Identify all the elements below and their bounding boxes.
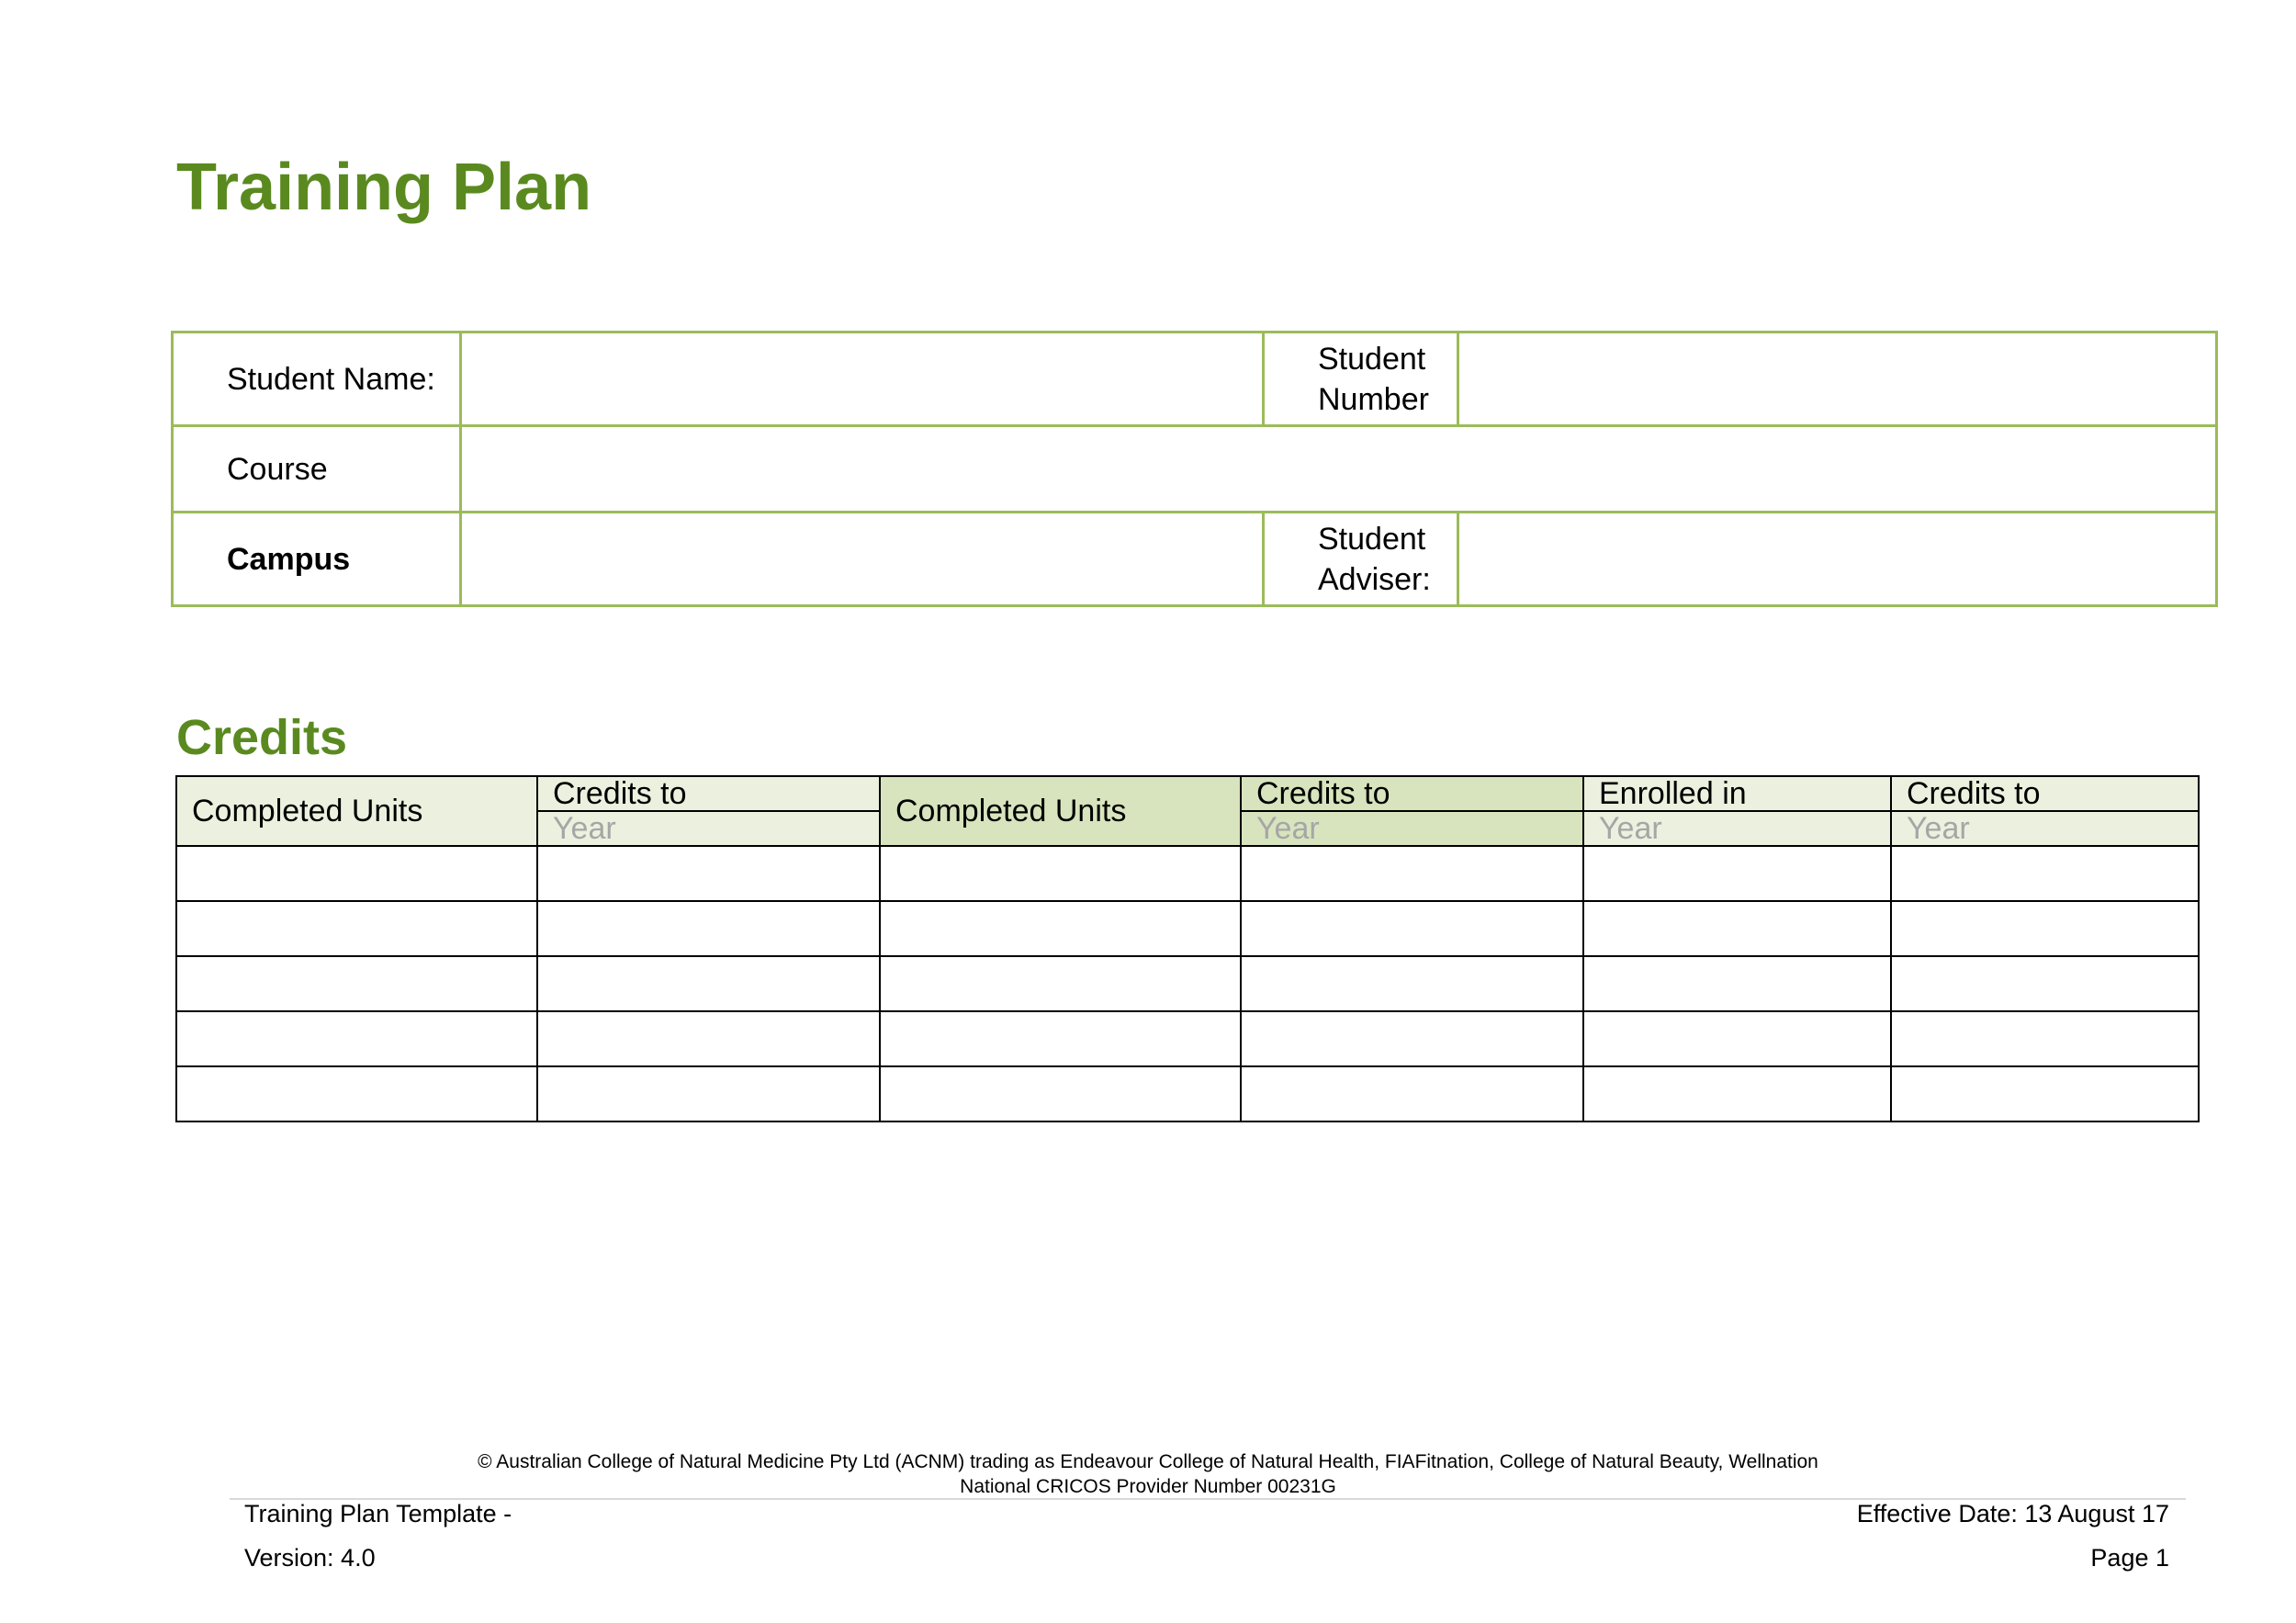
student-number-label-line2: Number (1318, 381, 1429, 417)
table-cell[interactable] (880, 901, 1241, 956)
header-credits-to-1: Credits to (537, 776, 880, 811)
campus-label: Campus (173, 513, 461, 606)
student-number-label (1264, 332, 1458, 426)
header-enrolled-in: Enrolled in (1583, 776, 1891, 811)
table-cell[interactable] (176, 956, 537, 1011)
table-cell[interactable] (880, 846, 1241, 901)
table-cell[interactable] (537, 956, 880, 1011)
table-cell[interactable] (1583, 956, 1891, 1011)
student-number-label-line1: Student (1318, 341, 1426, 377)
table-row (176, 1011, 2199, 1066)
table-cell[interactable] (176, 1066, 537, 1121)
copyright-notice (0, 1449, 2296, 1499)
credits-section-title: Credits (176, 710, 348, 765)
table-cell[interactable] (1891, 1066, 2199, 1121)
header-year-field-2[interactable]: Year (1241, 811, 1583, 846)
table-cell[interactable] (880, 956, 1241, 1011)
header-credits-to-3: Credits to (1891, 776, 2199, 811)
table-cell[interactable] (880, 1011, 1241, 1066)
student-name-field[interactable] (461, 332, 1264, 426)
course-field[interactable] (461, 426, 2217, 513)
table-cell[interactable] (880, 1066, 1241, 1121)
table-cell[interactable] (1891, 956, 2199, 1011)
campus-field[interactable] (461, 513, 1264, 606)
student-number-field[interactable] (1458, 332, 2217, 426)
table-cell[interactable] (1891, 846, 2199, 901)
table-row (176, 956, 2199, 1011)
table-cell[interactable] (1583, 1066, 1891, 1121)
table-cell[interactable] (537, 846, 880, 901)
table-cell[interactable] (1241, 846, 1583, 901)
table-cell[interactable] (1891, 901, 2199, 956)
footer-template-name: Training Plan Template - (244, 1500, 512, 1527)
table-row (176, 901, 2199, 956)
table-cell[interactable] (1241, 901, 1583, 956)
table-cell[interactable] (1241, 1066, 1583, 1121)
header-credits-to-2: Credits to (1241, 776, 1583, 811)
table-cell[interactable] (176, 901, 537, 956)
table-cell[interactable] (537, 1066, 880, 1121)
table-cell[interactable] (176, 846, 537, 901)
table-cell[interactable] (1583, 901, 1891, 956)
footer-page-number: Page 1 (2090, 1544, 2169, 1572)
student-adviser-field[interactable] (1458, 513, 2217, 606)
student-adviser-label-line2: Adviser: (1318, 561, 1431, 597)
header-year-field-3[interactable]: Year (1583, 811, 1891, 846)
table-cell[interactable] (176, 1011, 537, 1066)
student-adviser-label-line1: Student (1318, 521, 1426, 557)
table-cell[interactable] (1583, 1011, 1891, 1066)
footer-effective-date: Effective Date: 13 August 17 (1856, 1500, 2169, 1527)
table-cell[interactable] (537, 901, 880, 956)
credits-table (175, 775, 2200, 1122)
table-cell[interactable] (1891, 1011, 2199, 1066)
header-completed-units-2: Completed Units (880, 776, 1241, 846)
footer-version: Version: 4.0 (244, 1544, 376, 1572)
table-cell[interactable] (1241, 1011, 1583, 1066)
header-year-field-1[interactable]: Year (537, 811, 880, 846)
copyright-line-2: National CRICOS Provider Number 00231G (960, 1476, 1336, 1497)
header-completed-units-1: Completed Units (176, 776, 537, 846)
table-cell[interactable] (1241, 956, 1583, 1011)
page-title: Training Plan (176, 151, 592, 224)
table-cell[interactable] (537, 1011, 880, 1066)
table-cell[interactable] (1583, 846, 1891, 901)
student-name-label: Student Name: (173, 332, 461, 426)
copyright-line-1: © Australian College of Natural Medicine Pty Ltd (ACNM) trading as Endeavour College of Natural Health, FIAFitnation, College of Natural Beauty, Wellnation (478, 1451, 1818, 1472)
student-info-table (171, 331, 2218, 607)
table-row (176, 1066, 2199, 1121)
student-adviser-label (1264, 513, 1458, 606)
course-label: Course (173, 426, 461, 513)
table-row (176, 846, 2199, 901)
header-year-field-4[interactable]: Year (1891, 811, 2199, 846)
